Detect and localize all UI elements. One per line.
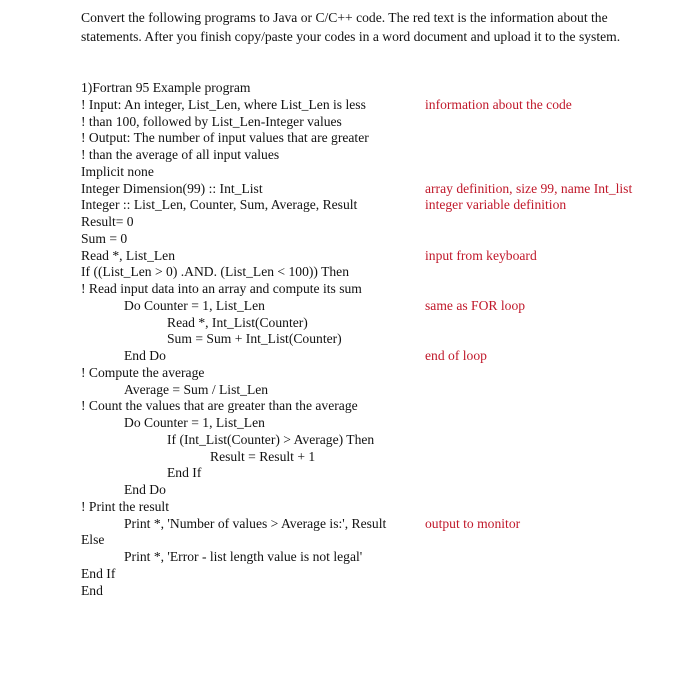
code-line: End Do [124, 348, 166, 363]
code-line: Sum = 0 [81, 230, 128, 246]
code-line: 1)Fortran 95 Example program [81, 80, 251, 95]
code-line: Do Counter = 1, List_Len [124, 297, 265, 313]
code-line: ! than the average of all input values [81, 147, 280, 162]
code-line: ! than 100, followed by List_Len-Integer values [81, 113, 342, 129]
code-line: Else [81, 532, 105, 548]
code-line: If ((List_Len > 0) .AND. (List_Len < 100)) Then [81, 264, 350, 280]
code-line: ! Output: The number of input values that are greater [81, 130, 369, 146]
code-line: Result = Result + 1 [210, 448, 316, 464]
code-line: Sum = Sum + Int_List(Counter) [167, 331, 342, 347]
code-line: Implicit none [81, 163, 154, 179]
annotation-note: output to monitor [425, 515, 521, 531]
code-line: Read *, List_Len [81, 247, 176, 263]
code-line: ! Read input data into an array and compute its sum [81, 281, 362, 296]
code-line: Average = Sum / List_Len [124, 381, 269, 397]
instructions-paragraph: Convert the following programs to Java or C/C++ code. The red text is the information about the statements. After you finish copy/paste your codes in a word document and upload it to the system. [81, 10, 621, 44]
code-line: Integer Dimension(99) :: Int_List [81, 180, 263, 196]
code-line: End [81, 582, 103, 598]
annotation-note: integer variable definition [425, 197, 567, 213]
code-line: Print *, 'Number of values > Average is:', Result [124, 515, 387, 531]
annotation-note: information about the code [425, 96, 572, 112]
code-line: Do Counter = 1, List_Len [124, 415, 265, 430]
code-line: End If [81, 565, 116, 581]
code-line: Print *, 'Error - list length value is not legal' [124, 549, 363, 564]
annotation-note: input from keyboard [425, 247, 537, 263]
code-line: Read *, Int_List(Counter) [167, 314, 308, 330]
code-line: If (Int_List(Counter) > Average) Then [167, 431, 375, 447]
code-line: End Do [124, 482, 166, 497]
code-line: Result= 0 [81, 214, 134, 229]
code-line: Integer :: List_Len, Counter, Sum, Average, Result [81, 197, 358, 213]
code-line: ! Print the result [81, 498, 169, 514]
annotation-note: array definition, size 99, name Int_list [425, 180, 633, 196]
annotation-note: end of loop [425, 348, 487, 363]
code-line: ! Count the values that are greater than the average [81, 398, 358, 414]
code-line: End If [167, 465, 202, 481]
annotation-note: same as FOR loop [425, 297, 526, 313]
code-line: ! Compute the average [81, 364, 205, 380]
code-line: ! Input: An integer, List_Len, where List_Len is less [81, 96, 366, 112]
